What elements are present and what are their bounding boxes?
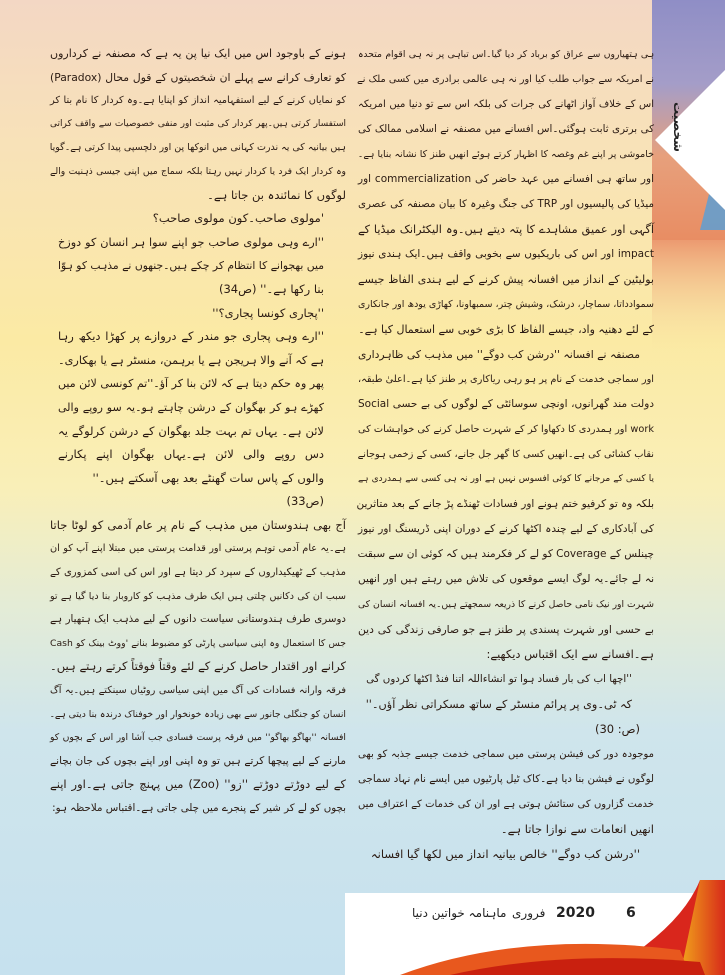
text-line: ہے۔یہ عام آدمی توہم پرستی اور قدامت پرستی میں مبتلا اپنے آپ کو ان: [50, 543, 346, 555]
paragraph-block: [50, 514, 346, 821]
text-line: ''درشن کب دوگے'' خالص بیانیہ انداز میں لکھا گیا افسانہ: [370, 847, 640, 861]
text-line: impact اور اس کی باریکیوں سے بخوبی واقف ہیں۔ایک ہندی نیوز: [358, 248, 654, 260]
text-line: بے حسی اور شہرت پسندی پر طنز ہے جو صارفی زندگی کی دین: [358, 623, 654, 636]
magazine-name: ماہنامہ خواتین دنیا: [412, 906, 507, 920]
article-column-left: [50, 42, 346, 821]
text-line: اور ساتھ ہی افسانے میں عہد حاضر کی commercialization اور: [358, 173, 654, 185]
block-quote: [50, 207, 346, 514]
text-line: سموادداتا، سماچار، درشک، وشیش چتر، سمبھاونا، کھاڑی یودھ اور جانکاری: [358, 299, 654, 310]
text-line: چینلس کے Coverage کو لے کر فکرمند ہیں کہ کوئی ان سے سبقت: [357, 548, 654, 560]
text-line: لوگوں نے فیشن بنا دیا ہے۔کاک ٹیل پارٹیوں میں ایسے نام نہاد سماجی: [358, 773, 654, 785]
header-decoration-fade: [652, 240, 725, 360]
text-line: آج بھی ہندوستان میں مذہب کے نام پر عام آدمی کو لوٹا جاتا: [50, 517, 346, 532]
quote-line: (ص33): [286, 494, 324, 509]
paragraph-block: [50, 42, 346, 207]
quote-line: بنا رکھا ہے۔'' (ص34): [218, 281, 324, 296]
text-line: نہ لے جائے۔یہ لوگ ایسے موقعوں کی تلاش میں رہتے ہیں اور انھیں: [358, 573, 654, 585]
text-line: اس کے خلاف آواز اٹھانے کی جرات کی بلکہ اس سے تو دنیا میں امریکہ: [358, 99, 654, 110]
text-line: انسان کو جنگلی جانور سے بھی زیادہ خونخوار اور خوفناک درندہ بنا دیتی ہے۔: [49, 708, 346, 720]
text-line: شہرت اور نیک نامی حاصل کرنے کا ذریعہ سمجھتے ہیں۔یہ افسانہ انسان کی: [357, 599, 654, 610]
quote-reference: (ص: 30): [594, 722, 640, 736]
text-line: انھیں انعامات سے نوازا جاتا ہے۔: [500, 822, 654, 836]
text-line: بچوں کو لے کر شیر کے پنجرے میں چلی جاتی ہے۔اقتباس ملاحظہ ہو:: [52, 802, 346, 814]
quote-line: ''پجاری کونسا پجاری؟'': [212, 305, 324, 320]
text-line: ہونے کے باوجود اس میں ایک نیا پن یہ ہے کہ مصنفہ نے کرداروں: [50, 47, 346, 60]
text-line: فرقہ وارانہ فسادات کی آگ میں اپنی سیاسی روٹیاں سینکتے ہیں۔یہ آگ: [50, 685, 346, 697]
text-line: استفسار کرتی ہیں۔پھر کردار کی مثبت اور منفی خصوصیات سے واقف کراتی: [50, 118, 346, 129]
text-line: جس کا استعمال وہ اپنی سیاسی پارٹی کو مضبوط بنانے 'ووٹ بینک کو Cash: [50, 637, 346, 649]
text-line: نے امریکہ سے جواب طلب کیا اور نہ ہی عالمی برادری میں کسی ملک نے: [357, 74, 654, 85]
text-line: مارنے کے لیے پیچھا کرتے ہیں تو وہ اپنی اور اپنے بچوں کی جان بچانے: [50, 754, 346, 767]
quote-line: کھڑے ہو کر بھگوان کے درشن چاہتے ہو۔یہ سو روپے والی: [58, 400, 324, 414]
text-line: نقاب کشائی کی ہے۔انھیں کسی کا گھر جل جانے، کسی کے زخمی ہوجانے: [357, 449, 654, 460]
text-line: ہے۔افسانے سے ایک اقتباس دیکھیے:: [486, 647, 654, 661]
quote-line: ''اچھا اب کی بار فساد ہوا تو انشاءاللہ اتنا فنڈ اکٹھا کردوں گی: [366, 673, 632, 685]
quote-line: ''ارے وہی مولوی صاحب جو اپنے سوا ہر انسان کو دوزخ: [58, 235, 324, 249]
text-line: مصنفہ نے افسانہ ''درشن کب دوگے'' میں مذہب کی ظاہرداری: [358, 348, 640, 361]
quote-line: پھر وہ حکم دیتا ہے کہ لائن بنا کر آؤ۔''تم کونسی لائن میں: [58, 377, 324, 391]
quote-line: لائن ہے۔ یہاں تم بہت جلد بھگوان کے درشن کرلوگے یہ: [58, 423, 324, 438]
text-line: بلکہ وہ تو کرفیو ختم ہونے اور فسادات ٹھنڈے پڑ جانے کے بعد متاثرین: [356, 498, 654, 510]
text-line: مذہب کے ٹھیکیداروں کے سپرد کر دیتا ہے اور اس کی اسی کمزوری کے: [50, 567, 346, 579]
quote-line: دس روپے والی لائن ہے۔یہاں بھگوان اپنے پکارنے: [58, 447, 324, 462]
text-line: کے لئے دھنیہ واد، جیسے الفاظ کا بڑی خوبی سے استعمال کیا ہے۔: [358, 323, 654, 336]
quote-line: 'مولوی صاحب۔کون مولوی صاحب؟: [152, 211, 324, 226]
paragraph-block: [358, 42, 654, 667]
text-line: کو تعارف کرانے سے پہلے ان شخصیتوں کے قول محال (Paradox): [50, 70, 346, 84]
text-line: ہی ہتھیاروں سے عراق کو برباد کر دیا گیا۔اس تباہی پر نہ ہی اقوام متحدہ: [358, 49, 654, 60]
text-line: دوسری طرف ہندوستانی سیاست دانوں کے لیے مذہب ایک ہتھیار ہے: [50, 613, 346, 626]
paragraph-block: [358, 742, 654, 867]
text-line: موجودہ دور کی فیشن پرستی میں سماجی خدمت جیسے جذبہ کو بھی: [358, 749, 654, 760]
quote-line: ہے کہ آنے والا ہریجن ہے یا برہمن، منسٹر ہے یا بھکاری۔: [57, 353, 324, 367]
block-quote: [358, 667, 654, 717]
text-line: کرانے اور اقتدار حاصل کرنے کے لئے وقتاً فوقتاً کرتے رہتے ہیں۔: [50, 659, 346, 674]
quote-line: میں بھجوانے کا انتظام کر چکے ہیں۔جنھوں نے مذہب کو ہوّا: [58, 259, 324, 273]
text-line: میڈیا کی پالیسیوں اور TRP کی جنگ وغیرہ کا بیان مصنفہ کی عصری: [358, 198, 654, 210]
text-line: آگہی اور عمیق مشاہدے کا پتہ دیتے ہیں۔وہ الیکٹرانک میڈیا کے: [358, 223, 654, 236]
text-line: ہیں بیانیہ کی یہ ندرت کہانی میں انوکھا پن اور دلچسپی پیدا کرتی ہے۔گویا: [49, 142, 346, 154]
text-line: یا کسی کے مرجانے کا کوئی افسوس نہیں ہے اور نہ ہی کسی سے ہمدردی ہے: [358, 474, 654, 484]
quote-line: ''ارے وہی پجاری جو مندر کے دروازے پر کھڑا دیکھ رہا: [58, 329, 324, 344]
text-line: بولیٹین کے انداز میں افسانہ پیش کرنے کے لیے ہندی الفاظ جیسے: [358, 273, 654, 286]
article-column-right: [358, 42, 654, 867]
text-line: اور سماجی خدمت کے نام پر ہو رہی ریاکاری پر طنز کیا ہے۔اعلیٰ طبقہ،: [358, 374, 654, 385]
quote-line: والوں کے پاس سات گھنٹے بعد بھی آسکتے ہیں۔'': [92, 470, 324, 485]
text-line: کو نمایاں کرنے کے لیے استفہامیہ انداز کو اپنایا ہے۔وہ کردار کا نام بتا کر: [50, 95, 346, 107]
text-line: کے لیے دوڑتے دوڑتے ''زو'' (Zoo) میں پہنچ جاتی ہے۔اور اپنے: [50, 777, 346, 792]
text-line: افسانہ ''بھاگو بھاگو'' میں فرقہ پرست فسادی جب آشا اور اس کے بچوں کو: [50, 732, 346, 744]
text-line: لوگوں کا نمائندہ بن جاتا ہے۔: [207, 187, 346, 202]
quote-line: کہ ٹی۔وی پر پرائم منسٹر کے ساتھ مسکراتی نظر آؤں۔'': [365, 698, 632, 711]
text-line: خاموشی پر اپنے غم وغصہ کا اظہار کرتے ہوئے انھیں طنز کا نشانہ بنایا ہے۔: [357, 149, 654, 160]
issue-month: فروری: [512, 906, 546, 920]
text-line: کی آبادکاری کے لیے چندہ اکٹھا کرنے کے دوران اپنی ڈریسنگ اور نیوز: [358, 523, 654, 535]
section-title: شخصیت: [671, 102, 685, 152]
text-line: وہ کردار ایک فرد یا کردار نہیں رہتا بلکہ سماج میں اپنی جیسی ذہنیت والے: [50, 165, 346, 177]
text-line: سبب ان کی دکانیں چلتی ہیں ایک طرف مذہب کو کاروبار بنا دیا گیا ہے تو: [50, 590, 346, 602]
text-line: کی برتری ثابت ہوگئی۔اس افسانے میں مصنفہ نے اسلامی ممالک کی: [358, 123, 654, 135]
page-number: 6: [626, 905, 636, 921]
issue-year: 2020: [556, 905, 595, 921]
text-line: خدمت گزاروں کی ستائش ہوتی ہے اور ان کی خدمات کے اعتراف میں: [358, 799, 654, 810]
text-line: دولت مند گھرانوں، اونچی سوسائٹی کے لوگوں کی بے حسی Social: [358, 398, 654, 410]
text-line: work اور ہمدردی کا دکھاوا کر کے شہرت حاصل کرنے کی خواہشات کی: [358, 424, 654, 435]
